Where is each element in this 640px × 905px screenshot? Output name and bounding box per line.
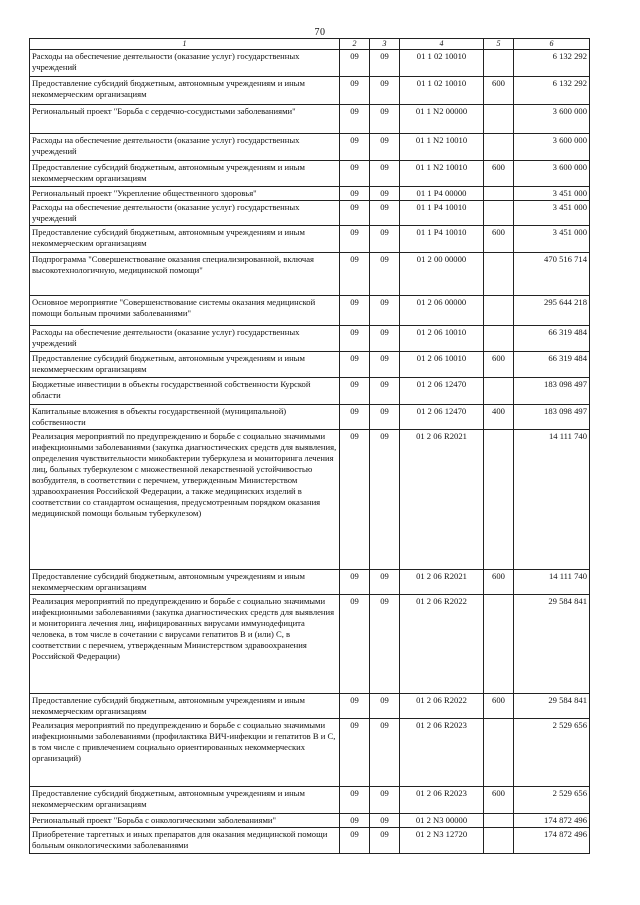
row-amount: 183 098 497 (514, 378, 590, 405)
row-expense-type (484, 595, 514, 694)
row-section: 09 (340, 694, 370, 719)
row-section: 09 (340, 187, 370, 201)
table-row (30, 570, 590, 595)
row-subsection: 09 (370, 595, 400, 694)
row-subsection: 09 (370, 253, 400, 296)
row-target-code: 01 2 06 12470 (400, 405, 484, 430)
row-amount: 3 451 000 (514, 187, 590, 201)
row-target-code: 01 2 06 R2023 (400, 787, 484, 814)
page-number: 70 (314, 27, 326, 38)
row-amount: 6 132 292 (514, 77, 590, 105)
row-section: 09 (340, 226, 370, 253)
row-target-code: 01 2 06 R2022 (400, 595, 484, 694)
row-subsection: 09 (370, 719, 400, 787)
column-header: 5 (484, 39, 514, 50)
row-name: Предоставление субсидий бюджетным, автономным учреждениям и иным некоммерческим организациям (30, 226, 340, 253)
row-section: 09 (340, 161, 370, 187)
table-row (30, 719, 590, 787)
row-subsection: 09 (370, 134, 400, 161)
row-name: Расходы на обеспечение деятельности (оказание услуг) государственных учреждений (30, 326, 340, 352)
row-expense-type: 600 (484, 787, 514, 814)
row-name: Предоставление субсидий бюджетным, автономным учреждениям и иным некоммерческим организациям (30, 787, 340, 814)
row-amount: 6 132 292 (514, 50, 590, 77)
row-expense-type (484, 187, 514, 201)
column-header: 3 (370, 39, 400, 50)
budget-table (29, 38, 590, 854)
table-row (30, 134, 590, 161)
column-header: 1 (30, 39, 340, 50)
row-section: 09 (340, 253, 370, 296)
row-name: Предоставление субсидий бюджетным, автономным учреждениям и иным некоммерческим организациям (30, 161, 340, 187)
row-expense-type (484, 253, 514, 296)
row-section: 09 (340, 352, 370, 378)
row-name: Расходы на обеспечение деятельности (оказание услуг) государственных учреждений (30, 201, 340, 226)
row-target-code: 01 1 N2 00000 (400, 105, 484, 134)
column-header: 6 (514, 39, 590, 50)
table-row (30, 378, 590, 405)
row-target-code: 01 1 N2 10010 (400, 161, 484, 187)
row-target-code: 01 2 06 R2021 (400, 570, 484, 595)
table-row (30, 77, 590, 105)
table-row (30, 828, 590, 854)
column-header: 2 (340, 39, 370, 50)
row-name: Основное мероприятие "Совершенствование системы оказания медицинской помощи больным прочими заболеваниями" (30, 296, 340, 326)
row-section: 09 (340, 719, 370, 787)
row-amount: 295 644 218 (514, 296, 590, 326)
row-section: 09 (340, 134, 370, 161)
row-subsection: 09 (370, 828, 400, 854)
row-amount: 174 872 496 (514, 828, 590, 854)
row-section: 09 (340, 570, 370, 595)
row-target-code: 01 1 N2 10010 (400, 134, 484, 161)
table-row (30, 430, 590, 570)
row-name: Региональный проект "Борьба с сердечно-сосудистыми заболеваниями" (30, 105, 340, 134)
row-expense-type: 400 (484, 405, 514, 430)
row-subsection: 09 (370, 77, 400, 105)
row-target-code: 01 2 00 00000 (400, 253, 484, 296)
row-subsection: 09 (370, 187, 400, 201)
row-target-code: 01 2 N3 12720 (400, 828, 484, 854)
row-amount: 174 872 496 (514, 814, 590, 828)
row-name: Бюджетные инвестиции в объекты государственной собственности Курской области (30, 378, 340, 405)
row-amount: 66 319 484 (514, 352, 590, 378)
row-subsection: 09 (370, 694, 400, 719)
table-row (30, 253, 590, 296)
row-subsection: 09 (370, 352, 400, 378)
row-amount: 3 451 000 (514, 226, 590, 253)
row-name: Региональный проект "Борьба с онкологическими заболеваниями" (30, 814, 340, 828)
table-row (30, 296, 590, 326)
table-row (30, 201, 590, 226)
row-target-code: 01 2 06 R2022 (400, 694, 484, 719)
table-row (30, 326, 590, 352)
row-expense-type: 600 (484, 161, 514, 187)
row-amount: 3 600 000 (514, 161, 590, 187)
row-subsection: 09 (370, 105, 400, 134)
row-section: 09 (340, 77, 370, 105)
row-name: Предоставление субсидий бюджетным, автономным учреждениям и иным некоммерческим организациям (30, 77, 340, 105)
row-name: Реализация мероприятий по предупреждению и борьбе с социально значимыми инфекционными заболеваниями (профилактика ВИЧ-инфекции и гепатитов B и C, в том числе с привлечением социально ориентированных некоммерческих организаций) (30, 719, 340, 787)
row-amount: 183 098 497 (514, 405, 590, 430)
row-expense-type: 600 (484, 570, 514, 595)
row-section: 09 (340, 405, 370, 430)
row-name: Предоставление субсидий бюджетным, автономным учреждениям и иным некоммерческим организациям (30, 694, 340, 719)
row-name: Региональный проект "Укрепление общественного здоровья" (30, 187, 340, 201)
row-section: 09 (340, 296, 370, 326)
row-expense-type (484, 814, 514, 828)
row-expense-type (484, 719, 514, 787)
row-amount: 2 529 656 (514, 787, 590, 814)
row-amount: 29 584 841 (514, 694, 590, 719)
row-target-code: 01 2 N3 00000 (400, 814, 484, 828)
row-name: Приобретение таргетных и иных препаратов для оказания медицинской помощи больным онкологическими заболеваниями (30, 828, 340, 854)
row-section: 09 (340, 814, 370, 828)
row-name: Предоставление субсидий бюджетным, автономным учреждениям и иным некоммерческим организациям (30, 570, 340, 595)
row-expense-type (484, 50, 514, 77)
table-row (30, 105, 590, 134)
row-name: Реализация мероприятий по предупреждению и борьбе с социально значимыми инфекционными заболеваниями (закупка диагностических средств для выявления и мониторинга лечения лиц, инфицированных вирусами иммунодефицита человека, в том числе в сочетании с вирусами гепатитов B и (или) C, в соответствии с перечнем, утвержденным Министерством здравоохранения Российской Федерации) (30, 595, 340, 694)
row-name: Расходы на обеспечение деятельности (оказание услуг) государственных учреждений (30, 134, 340, 161)
row-section: 09 (340, 595, 370, 694)
row-subsection: 09 (370, 405, 400, 430)
row-section: 09 (340, 787, 370, 814)
row-target-code: 01 2 06 10010 (400, 326, 484, 352)
row-expense-type (484, 326, 514, 352)
row-expense-type: 600 (484, 77, 514, 105)
row-section: 09 (340, 201, 370, 226)
row-section: 09 (340, 430, 370, 570)
row-amount: 3 600 000 (514, 134, 590, 161)
row-target-code: 01 2 06 10010 (400, 352, 484, 378)
row-expense-type: 600 (484, 226, 514, 253)
row-target-code: 01 2 06 R2021 (400, 430, 484, 570)
table-row (30, 814, 590, 828)
table-row (30, 694, 590, 719)
table-row (30, 405, 590, 430)
column-number-row (30, 39, 590, 50)
row-subsection: 09 (370, 430, 400, 570)
row-target-code: 01 2 06 00000 (400, 296, 484, 326)
row-expense-type (484, 378, 514, 405)
row-target-code: 01 2 06 R2023 (400, 719, 484, 787)
row-section: 09 (340, 326, 370, 352)
row-subsection: 09 (370, 570, 400, 595)
row-amount: 14 111 740 (514, 570, 590, 595)
row-name: Расходы на обеспечение деятельности (оказание услуг) государственных учреждений (30, 50, 340, 77)
row-expense-type: 600 (484, 352, 514, 378)
row-subsection: 09 (370, 814, 400, 828)
row-subsection: 09 (370, 378, 400, 405)
row-section: 09 (340, 378, 370, 405)
row-target-code: 01 1 P4 00000 (400, 187, 484, 201)
row-name: Подпрограмма "Совершенствование оказания специализированной, включая высокотехнологичную, медицинской помощи" (30, 253, 340, 296)
row-subsection: 09 (370, 161, 400, 187)
row-amount: 3 600 000 (514, 105, 590, 134)
row-expense-type: 600 (484, 694, 514, 719)
row-subsection: 09 (370, 201, 400, 226)
row-expense-type (484, 134, 514, 161)
row-expense-type (484, 430, 514, 570)
table-row (30, 161, 590, 187)
row-amount: 2 529 656 (514, 719, 590, 787)
row-section: 09 (340, 50, 370, 77)
row-subsection: 09 (370, 226, 400, 253)
row-section: 09 (340, 105, 370, 134)
row-subsection: 09 (370, 296, 400, 326)
row-target-code: 01 1 02 10010 (400, 50, 484, 77)
row-amount: 3 451 000 (514, 201, 590, 226)
table-row (30, 50, 590, 77)
table-row (30, 595, 590, 694)
row-target-code: 01 1 P4 10010 (400, 201, 484, 226)
row-section: 09 (340, 828, 370, 854)
table-row (30, 352, 590, 378)
row-subsection: 09 (370, 787, 400, 814)
row-target-code: 01 1 02 10010 (400, 77, 484, 105)
row-amount: 470 516 714 (514, 253, 590, 296)
row-target-code: 01 2 06 12470 (400, 378, 484, 405)
row-subsection: 09 (370, 50, 400, 77)
row-amount: 29 584 841 (514, 595, 590, 694)
row-subsection: 09 (370, 326, 400, 352)
table-row (30, 187, 590, 201)
row-name: Предоставление субсидий бюджетным, автономным учреждениям и иным некоммерческим организациям (30, 352, 340, 378)
row-name: Реализация мероприятий по предупреждению и борьбе с социально значимыми инфекционными заболеваниями (закупка диагностических средств для выявления, определения чувствительности микобактерии туберкулеза и мониторинга лечения лиц, больных туберкулезом с множественной лекарственной устойчивостью возбудителя, в соответствии с перечнем, утвержденным Министерством здравоохранения Российской Федерации, а также медицинских изделий в соответствии со стандартом оснащения, предусмотренным порядком оказания медицинской помощи больным туберкулезом) (30, 430, 340, 570)
row-expense-type (484, 201, 514, 226)
row-expense-type (484, 105, 514, 134)
column-header: 4 (400, 39, 484, 50)
row-expense-type (484, 828, 514, 854)
row-amount: 14 111 740 (514, 430, 590, 570)
row-expense-type (484, 296, 514, 326)
row-target-code: 01 1 P4 10010 (400, 226, 484, 253)
row-name: Капитальные вложения в объекты государственной (муниципальной) собственности (30, 405, 340, 430)
table-row (30, 226, 590, 253)
table-row (30, 787, 590, 814)
row-amount: 66 319 484 (514, 326, 590, 352)
